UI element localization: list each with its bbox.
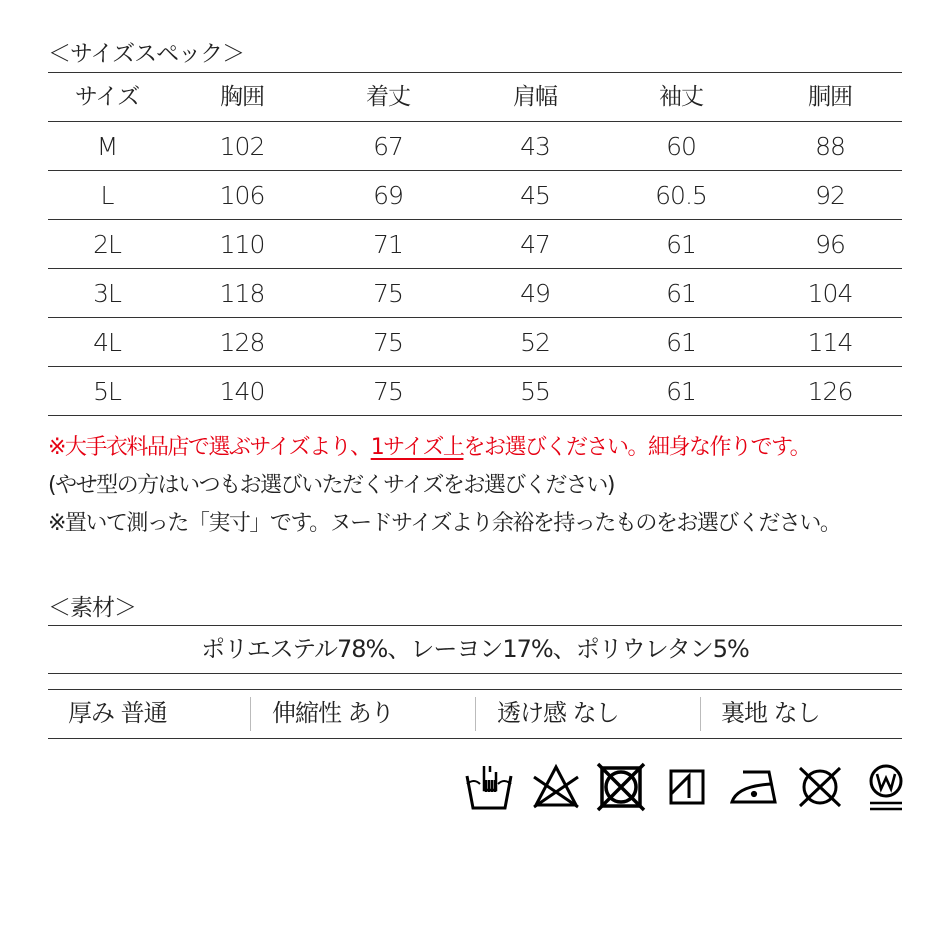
table-cell: 128: [219, 328, 265, 357]
table-cell: M: [96, 132, 118, 161]
table-cell: 140: [219, 377, 265, 406]
table-cell: 102: [219, 132, 265, 161]
column-header: 着丈: [366, 84, 410, 110]
table-cell: 75: [373, 328, 403, 357]
column-header: 胴囲: [808, 84, 852, 110]
table-row: [48, 367, 902, 416]
table-cell: 126: [807, 377, 853, 406]
table-cell: 75: [373, 279, 403, 308]
table-cell: 114: [807, 328, 853, 357]
wet-clean-icon: [861, 762, 911, 812]
property-stretch: 伸縮性 あり: [272, 699, 394, 727]
table-cell: 43: [520, 132, 550, 161]
table-cell: 45: [520, 181, 550, 210]
note-text: ※大手衣料品店で選ぶサイズより、: [48, 435, 371, 460]
divider: [475, 697, 476, 731]
table-cell: L: [100, 181, 114, 210]
table-cell: 4L: [93, 328, 121, 357]
table-row: [48, 269, 902, 318]
property-lining: 裏地 なし: [721, 699, 820, 727]
material-composition: ポリエステル78%、レーヨン17%、ポリウレタン5%: [201, 635, 749, 663]
table-cell: 75: [373, 377, 403, 406]
table-cell: 71: [373, 230, 403, 259]
table-row: [48, 220, 902, 269]
note-emphasis: 1サイズ上: [370, 435, 464, 460]
divider: [250, 697, 251, 731]
table-row: [48, 318, 902, 367]
table-row: [48, 171, 902, 220]
no-bleach-icon: [531, 762, 581, 812]
column-header: 肩幅: [513, 84, 557, 110]
table-cell: 5L: [93, 377, 121, 406]
table-cell: 104: [807, 279, 853, 308]
divider: [700, 697, 701, 731]
table-cell: 61: [666, 230, 696, 259]
column-header: 胸囲: [220, 84, 264, 110]
table-cell: 61: [666, 279, 696, 308]
table-cell: 96: [815, 230, 845, 259]
table-cell: 49: [520, 279, 550, 308]
table-cell: 67: [373, 132, 403, 161]
table-cell: 110: [219, 230, 265, 259]
no-dry-clean-icon: [795, 762, 845, 812]
divider: [48, 673, 902, 674]
table-cell: 3L: [93, 279, 121, 308]
note-measurement: ※置いて測った「実寸」です。ヌードサイズより余裕を持ったものをお選びください。: [48, 511, 841, 536]
note-text: をお選びください。細身な作りです。: [463, 435, 811, 460]
divider: [48, 738, 902, 739]
table-cell: 47: [520, 230, 550, 259]
table-cell: 61: [666, 377, 696, 406]
table-cell: 92: [815, 181, 845, 210]
note-size-advice: [48, 430, 810, 461]
iron-low-icon: [729, 762, 779, 812]
no-tumble-dry-icon: [596, 762, 646, 812]
property-thickness: 厚み 普通: [68, 699, 167, 727]
table-cell: 55: [520, 377, 550, 406]
table-cell: 88: [815, 132, 845, 161]
table-cell: 52: [520, 328, 550, 357]
table-cell: 61: [666, 328, 696, 357]
table-cell: 118: [219, 279, 265, 308]
table-cell: 60.5: [655, 181, 707, 210]
table-header-row: [48, 73, 902, 122]
column-header: 袖丈: [659, 84, 703, 110]
note-slim-advice: (やせ型の方はいつもお選びいただくサイズをお選びください): [48, 473, 614, 498]
table-cell: 69: [373, 181, 403, 210]
spec-heading: ＜サイズスペック＞: [48, 41, 245, 67]
table-cell: 106: [219, 181, 265, 210]
row-divider: [48, 415, 902, 416]
drip-dry-shade-icon: [662, 762, 712, 812]
hand-wash-icon: [464, 762, 514, 812]
property-sheerness: 透け感 なし: [497, 699, 619, 727]
table-row: [48, 122, 902, 171]
material-heading: ＜素材＞: [48, 595, 136, 621]
table-cell: 60: [666, 132, 696, 161]
column-header: サイズ: [74, 84, 140, 110]
table-cell: 2L: [93, 230, 121, 259]
